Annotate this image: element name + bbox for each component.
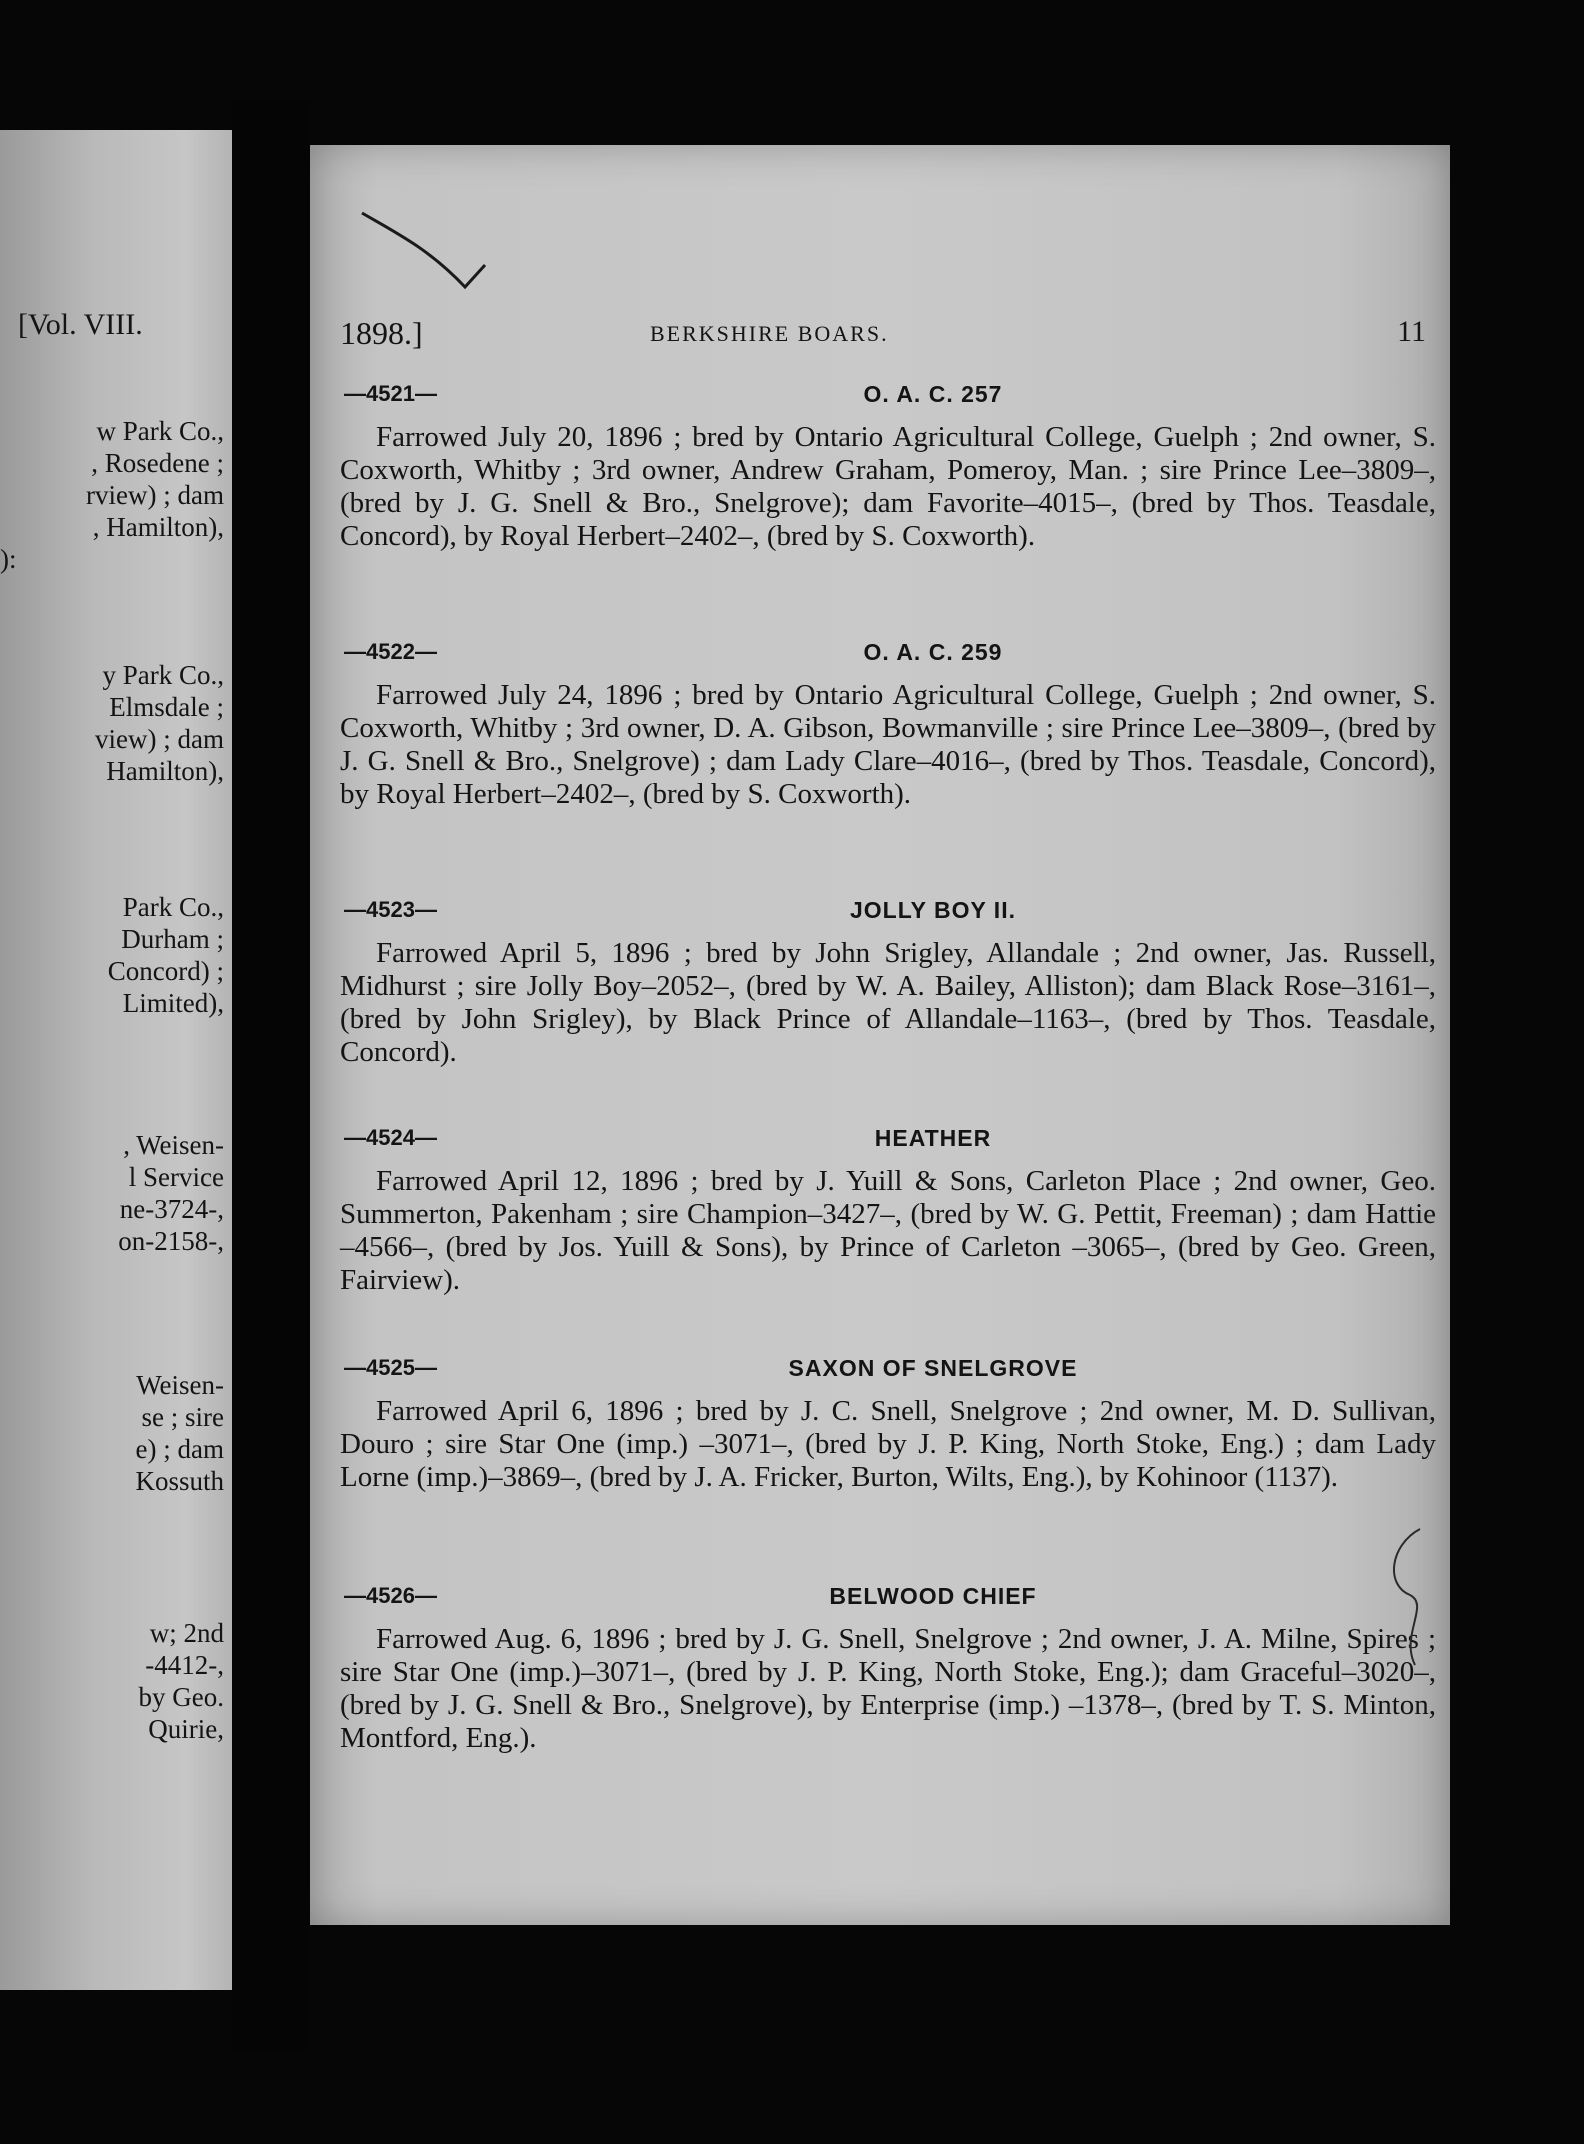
entry-number: —4521— [344,381,437,406]
entry-number: —4525— [344,1355,437,1380]
entry-name: BELWOOD CHIEF [829,1583,1037,1609]
left-page-line: Kossuth [135,1466,224,1496]
left-page-line: Quirie, [148,1714,224,1744]
left-page-line: Hamilton), [106,756,224,786]
left-page-line: on-2158-, [118,1226,224,1256]
registry-entry [340,381,1436,553]
running-head-title: BERKSHIRE BOARS. [650,321,889,346]
page-number: 11 [1397,315,1426,348]
left-page-line: , Rosedene ; [91,448,224,478]
left-page-line: Elmsdale ; [109,692,224,722]
main-page [310,145,1450,1925]
entry-text: Farrowed Aug. 6, 1896 ; bred by J. G. Snell, Snelgrove ; 2nd owner, J. A. Milne, Spires ; sire Star One (imp.)–3071–, (bred by J. P. King, North Stoke, Eng.); dam Graceful–3020–, (bred by J. G. Snell & Bro., Snelgrove), by Enterprise (imp.) –1378–, (bred by T. S. Minton, Montford, Eng.). [340,1623,1436,1754]
entry-text: Farrowed July 24, 1896 ; bred by Ontario Agricultural College, Guelph ; 2nd owner, S. Coxworth, Whitby ; 3rd owner, D. A. Gibson, Bowmanville ; sire Prince Lee–3809–, (bred by J. G. Snell & Bro., Snelgrove) ; dam Lady Clare–4016–, (bred by Thos. Teasdale, Concord), by Royal Herbert–2402–, (bred by S. Coxworth). [340,679,1436,810]
left-page-header: [Vol. VIII. [18,308,143,341]
left-page-line: l Service [128,1162,224,1192]
left-page-line: , Weisen- [123,1130,224,1160]
running-head [340,315,1436,355]
left-page-line: Park Co., [122,892,224,922]
entry-name: O. A. C. 257 [863,381,1003,407]
entry-text: Farrowed July 20, 1896 ; bred by Ontario Agricultural College, Guelph ; 2nd owner, S. Coxworth, Whitby ; 3rd owner, Andrew Graham, Pomeroy, Man. ; sire Prince Lee–3809–, (bred by J. G. Snell & Bro., Snelgrove); dam Favorite–4015–, (bred by Thos. Teasdale, Concord), by Royal Herbert–2402–, (bred by S. Coxworth). [340,421,1436,552]
left-page-line: Limited), [122,988,224,1018]
registry-entry [340,639,1436,811]
entry-number: —4526— [344,1583,437,1608]
left-page-line: Weisen- [136,1370,224,1400]
left-page-line: Concord) ; [107,956,224,986]
left-page-line: se ; sire [141,1402,224,1432]
entry-number: —4522— [344,639,437,664]
running-head-year: 1898.] [340,315,423,351]
entry-name: O. A. C. 259 [863,639,1003,665]
left-page-line: w Park Co., [96,416,224,446]
left-page-line: ne-3724-, [119,1194,224,1224]
left-page-line: , Hamilton), [92,512,224,542]
book-spine-shadow [232,100,310,2050]
entry-number: —4523— [344,897,437,922]
left-page-line: ): [0,544,17,574]
registry-entry [340,1355,1436,1494]
entry-text: Farrowed April 12, 1896 ; bred by J. Yuill & Sons, Carleton Place ; 2nd owner, Geo. Summerton, Pakenham ; sire Champion–3427–, (bred by W. G. Pettit, Freeman) ; dam Hattie –4566–, (bred by Jos. Yuill & Sons), by Prince of Carleton –3065–, (bred by Geo. Green, Fairview). [340,1165,1436,1296]
margin-squiggle-mark [1380,1525,1440,1675]
left-page-line: y Park Co., [102,660,224,690]
entry-text: Farrowed April 6, 1896 ; bred by J. C. Snell, Snelgrove ; 2nd owner, M. D. Sullivan, Douro ; sire Star One (imp.) –3071–, (bred by J. P. King, North Stoke, Eng.) ; dam Lady Lorne (imp.)–3869–, (bred by J. A. Fricker, Burton, Wilts, Eng.), by Kohinoor (1137). [340,1395,1436,1493]
entry-number: —4524— [344,1125,437,1150]
pen-stroke-mark [360,205,520,295]
left-page-line: view) ; dam [95,724,224,754]
entry-text: Farrowed April 5, 1896 ; bred by John Srigley, Allandale ; 2nd owner, Jas. Russell, Midhurst ; sire Jolly Boy–2052–, (bred by W. A. Bailey, Alliston); dam Black Rose–3161–, (bred by John Srigley), by Black Prince of Allandale–1163–, (bred by Thos. Teasdale, Concord). [340,937,1436,1068]
registry-entry [340,1125,1436,1297]
left-page-line: Durham ; [121,924,224,954]
left-page-line: by Geo. [138,1682,224,1712]
entry-name: SAXON OF SNELGROVE [788,1355,1078,1381]
left-page-line: -4412-, [145,1650,224,1680]
entry-name: HEATHER [874,1125,992,1151]
left-page-line: e) ; dam [135,1434,224,1464]
entry-name: JOLLY BOY II. [850,897,1016,923]
registry-entry [340,897,1436,1069]
registry-entry [340,1583,1436,1755]
left-page-line: rview) ; dam [86,480,224,510]
left-page-line: w; 2nd [149,1618,224,1648]
left-facing-page [0,130,232,1990]
